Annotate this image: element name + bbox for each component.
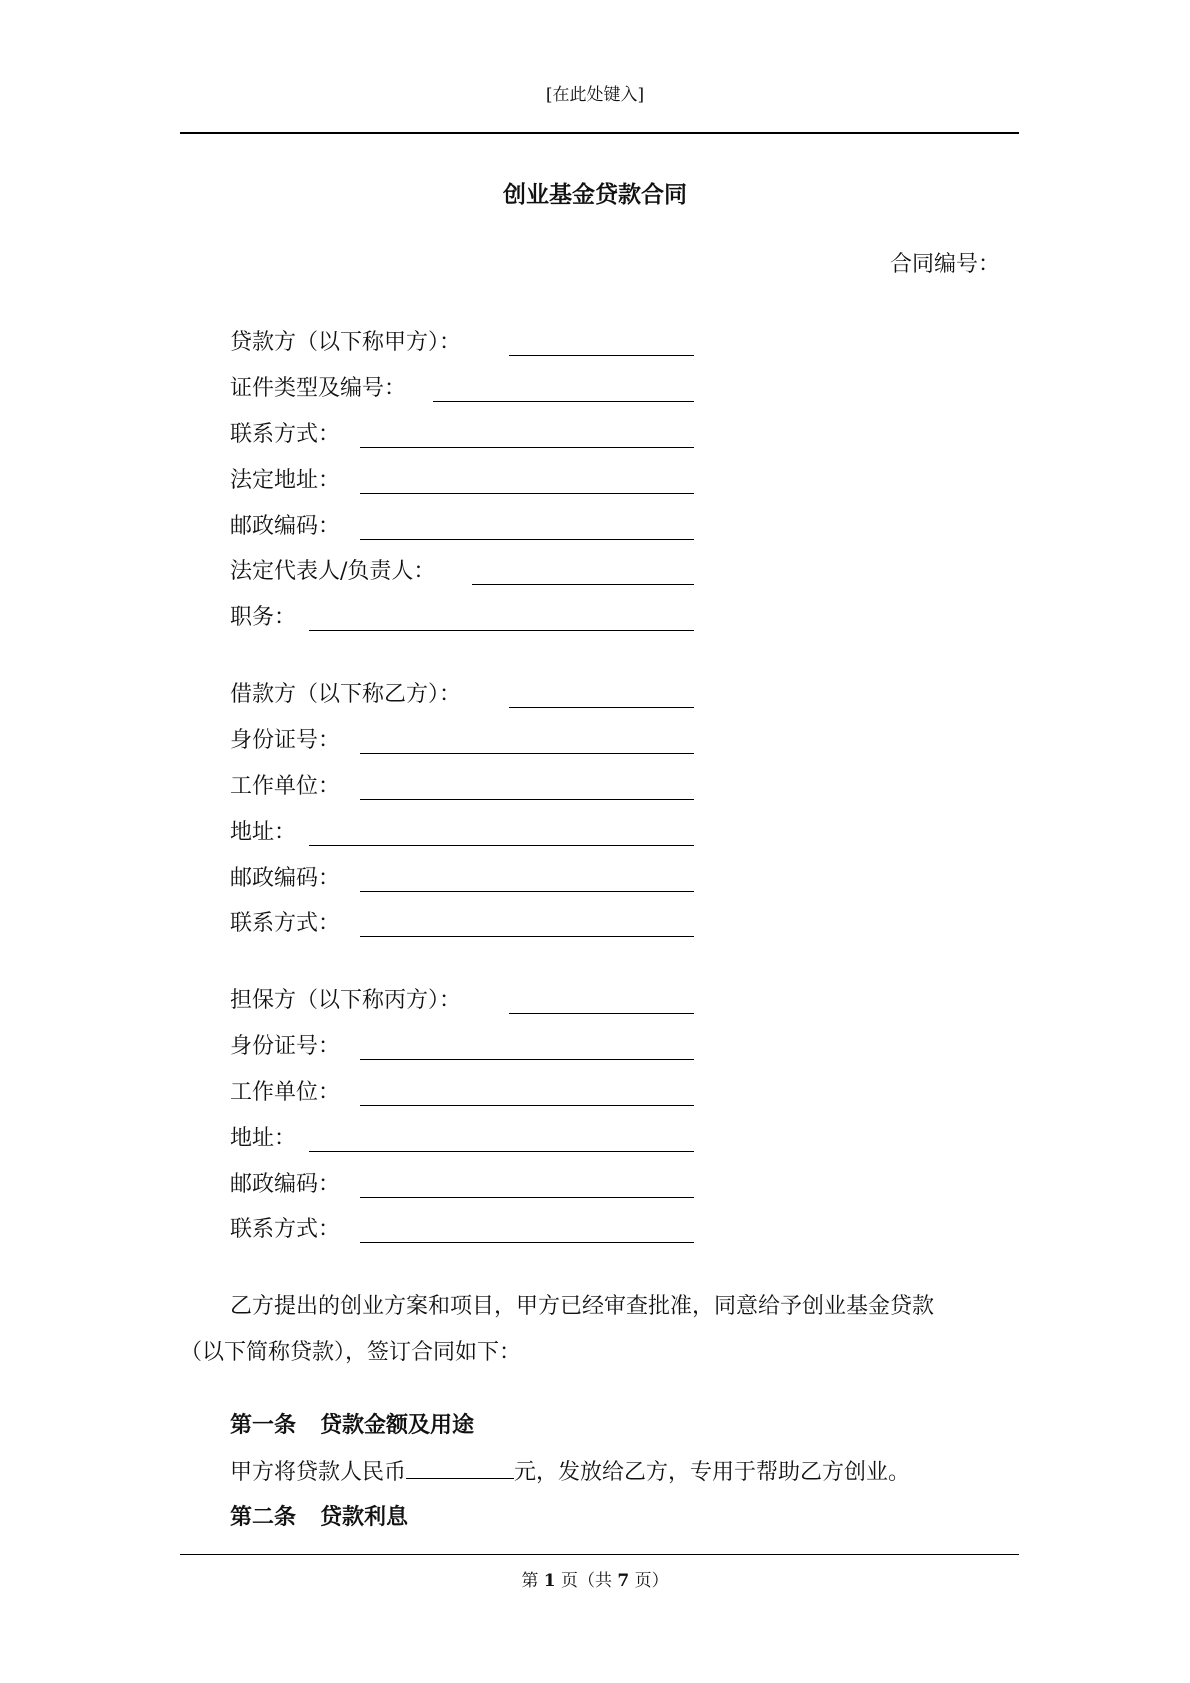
borrower-postcode-blank[interactable] (360, 891, 694, 892)
contract-number-label: 合同编号： (890, 252, 1001, 277)
borrower-name-label: 借款方（以下称乙方）： (230, 682, 462, 707)
guarantor-address-blank[interactable] (309, 1151, 694, 1152)
borrower-employer-blank[interactable] (360, 799, 694, 800)
borrower-id-label: 身份证号： (230, 728, 341, 753)
article-2-title: 贷款利息 (320, 1504, 409, 1530)
article-1-text-before: 甲方将贷款人民币 (230, 1460, 407, 1485)
lender-postcode-label: 邮政编码： (230, 514, 341, 539)
article-1-heading (230, 1410, 474, 1440)
borrower-name-blank[interactable] (509, 707, 694, 708)
borrower-postcode-label: 邮政编码： (230, 866, 341, 891)
page-number-prefix: 第 (521, 1571, 539, 1591)
guarantor-employer-blank[interactable] (360, 1105, 694, 1106)
lender-contact-blank[interactable] (360, 447, 694, 448)
guarantor-postcode-label: 邮政编码： (230, 1172, 341, 1197)
lender-representative-label: 法定代表人/负责人： (230, 559, 436, 584)
guarantor-contact-blank[interactable] (360, 1242, 694, 1243)
page-number-total: 7 (617, 1571, 630, 1591)
guarantor-name-blank[interactable] (509, 1013, 694, 1014)
page-header-placeholder[interactable]: [在此处键入] (545, 85, 645, 105)
guarantor-address-label: 地址： (230, 1126, 297, 1151)
guarantor-name-label: 担保方（以下称丙方）： (230, 988, 462, 1013)
header-divider (180, 132, 1019, 134)
lender-postcode-blank[interactable] (360, 539, 694, 540)
borrower-id-blank[interactable] (360, 753, 694, 754)
article-1-text-after: 元，发放给乙方，专用于帮助乙方创业。 (514, 1460, 911, 1485)
lender-representative-blank[interactable] (472, 584, 694, 585)
page-number (0, 1570, 1190, 1592)
lender-position-label: 职务： (230, 605, 297, 630)
article-2-number: 第二条 (230, 1504, 297, 1530)
guarantor-postcode-blank[interactable] (360, 1197, 694, 1198)
lender-id-label: 证件类型及编号： (230, 376, 407, 401)
lender-address-blank[interactable] (360, 493, 694, 494)
loan-amount-blank[interactable] (406, 1456, 514, 1479)
guarantor-employer-label: 工作单位： (230, 1080, 341, 1105)
page-number-suffix: 页） (634, 1571, 669, 1591)
article-1-title: 贷款金额及用途 (320, 1412, 475, 1438)
borrower-employer-label: 工作单位： (230, 774, 341, 799)
lender-name-blank[interactable] (509, 355, 694, 356)
borrower-contact-label: 联系方式： (230, 911, 341, 936)
lender-name-label: 贷款方（以下称甲方）： (230, 330, 462, 355)
preamble-line-2: （以下简称贷款），签订合同如下： (180, 1340, 522, 1365)
borrower-address-label: 地址： (230, 820, 297, 845)
page-number-current: 1 (543, 1571, 556, 1591)
page-number-mid: 页（共 (561, 1571, 612, 1591)
lender-contact-label: 联系方式： (230, 422, 341, 447)
document-title: 创业基金贷款合同 (503, 181, 687, 208)
lender-id-blank[interactable] (433, 401, 694, 402)
guarantor-id-blank[interactable] (360, 1059, 694, 1060)
footer-divider (180, 1554, 1019, 1555)
borrower-contact-blank[interactable] (360, 936, 694, 937)
article-2-heading (230, 1502, 408, 1532)
article-1-text (230, 1456, 910, 1488)
lender-position-blank[interactable] (309, 630, 694, 631)
borrower-address-blank[interactable] (309, 845, 694, 846)
guarantor-id-label: 身份证号： (230, 1034, 341, 1059)
preamble-line-1: 乙方提出的创业方案和项目，甲方已经审查批准，同意给予创业基金贷款 (230, 1294, 935, 1319)
article-1-number: 第一条 (230, 1412, 297, 1438)
guarantor-contact-label: 联系方式： (230, 1217, 341, 1242)
lender-address-label: 法定地址： (230, 468, 341, 493)
